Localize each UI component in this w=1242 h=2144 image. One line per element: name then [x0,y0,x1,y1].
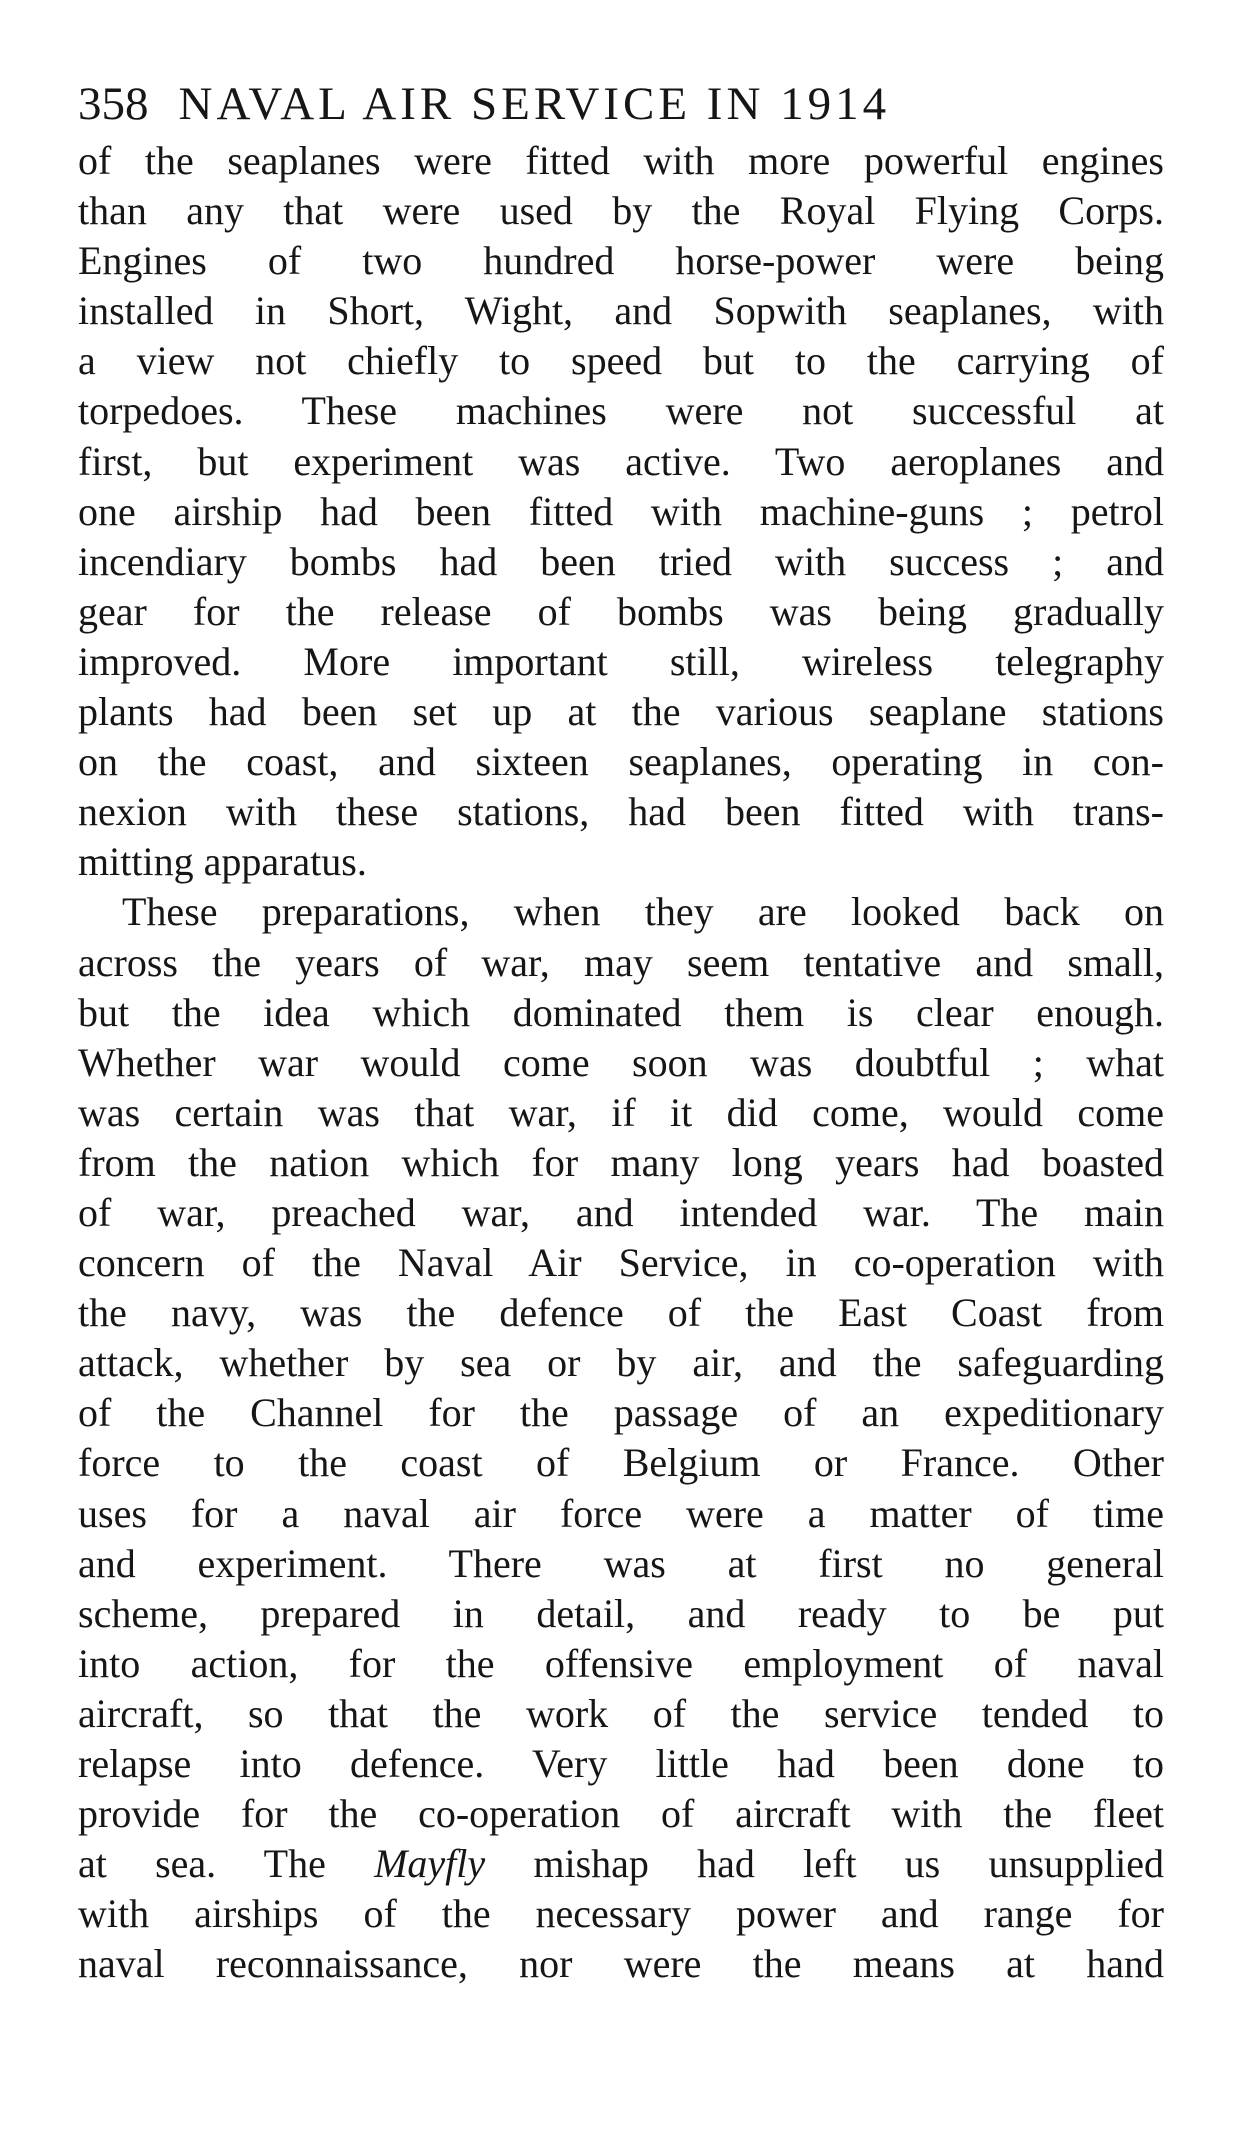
text-line: than any that were used by the Royal Flying Corps. [78,188,1164,234]
text-line: was certain was that war, if it did come, would come [78,1089,1164,1135]
text-line: first, but experiment was active. Two aeroplanes and [78,438,1164,484]
page-number: 358 [78,78,149,130]
text-line: force to the coast of Belgium or France. Other [78,1440,1164,1486]
paragraph-war-preparations [78,887,1164,1989]
text-line: and experiment. There was at first no general [78,1540,1164,1586]
text-line-mayfly [78,1839,1164,1889]
text-line: incendiary bombs had been tried with success ; and [78,538,1164,584]
text-line: plants had been set up at the various seaplane stations [78,689,1164,735]
text-line: the navy, was the defence of the East Coast from [78,1290,1164,1336]
text-line: of the seaplanes were fitted with more powerful engines [78,138,1164,183]
text-line: but the idea which dominated them is clear enough. [78,989,1164,1035]
text-line: installed in Short, Wight, and Sopwith seaplanes, with [78,288,1164,334]
text-line: scheme, prepared in detail, and ready to be put [78,1590,1164,1636]
book-page [78,76,1164,1989]
text-line: naval reconnaissance, nor were the means at hand [78,1941,1164,1987]
text-line: aircraft, so that the work of the service tended to [78,1690,1164,1736]
text-line: improved. More important still, wireless telegraphy [78,638,1164,684]
text-line: concern of the Naval Air Service, in co-operation with [78,1240,1164,1286]
paragraph-seaplane-preparations [78,136,1164,887]
text-line: of the Channel for the passage of an expeditionary [78,1390,1164,1436]
text-line: one airship had been fitted with machine-guns ; petrol [78,488,1164,534]
text-segment: at sea. The [78,1841,375,1887]
text-line: torpedoes. These machines were not successful at [78,388,1164,434]
text-line: mitting apparatus. [78,839,367,885]
ship-name-mayfly: Mayfly [374,1841,486,1887]
text-line: nexion with these stations, had been fitted with trans- [78,789,1164,835]
text-line: relapse into defence. Very little had been done to [78,1741,1164,1786]
text-line: Engines of two hundred horse-power were being [78,238,1164,284]
text-line: a view not chiefly to speed but to the carrying of [78,338,1164,384]
text-line: with airships of the necessary power and range for [78,1891,1164,1937]
text-line: attack, whether by sea or by air, and the safeguarding [78,1340,1164,1386]
text-line: These preparations, when they are looked back on [122,889,1164,935]
text-line: uses for a naval air force were a matter of time [78,1490,1164,1536]
text-line: from the nation which for many long years had boasted [78,1139,1164,1185]
running-head [78,76,1164,132]
running-title: NAVAL AIR SERVICE IN 1914 [178,78,891,130]
text-line: Whether war would come soon was doubtful ; what [78,1039,1164,1085]
text-line: on the coast, and sixteen seaplanes, operating in con- [78,739,1164,785]
text-line: across the years of war, may seem tentative and small, [78,939,1164,985]
text-line: provide for the co-operation of aircraft with the fleet [78,1791,1164,1837]
text-segment: mishap had left us unsupplied [485,1841,1164,1887]
text-line: into action, for the offensive employment of naval [78,1640,1164,1686]
text-line: gear for the release of bombs was being gradually [78,588,1164,634]
text-line: of war, preached war, and intended war. The main [78,1189,1164,1235]
